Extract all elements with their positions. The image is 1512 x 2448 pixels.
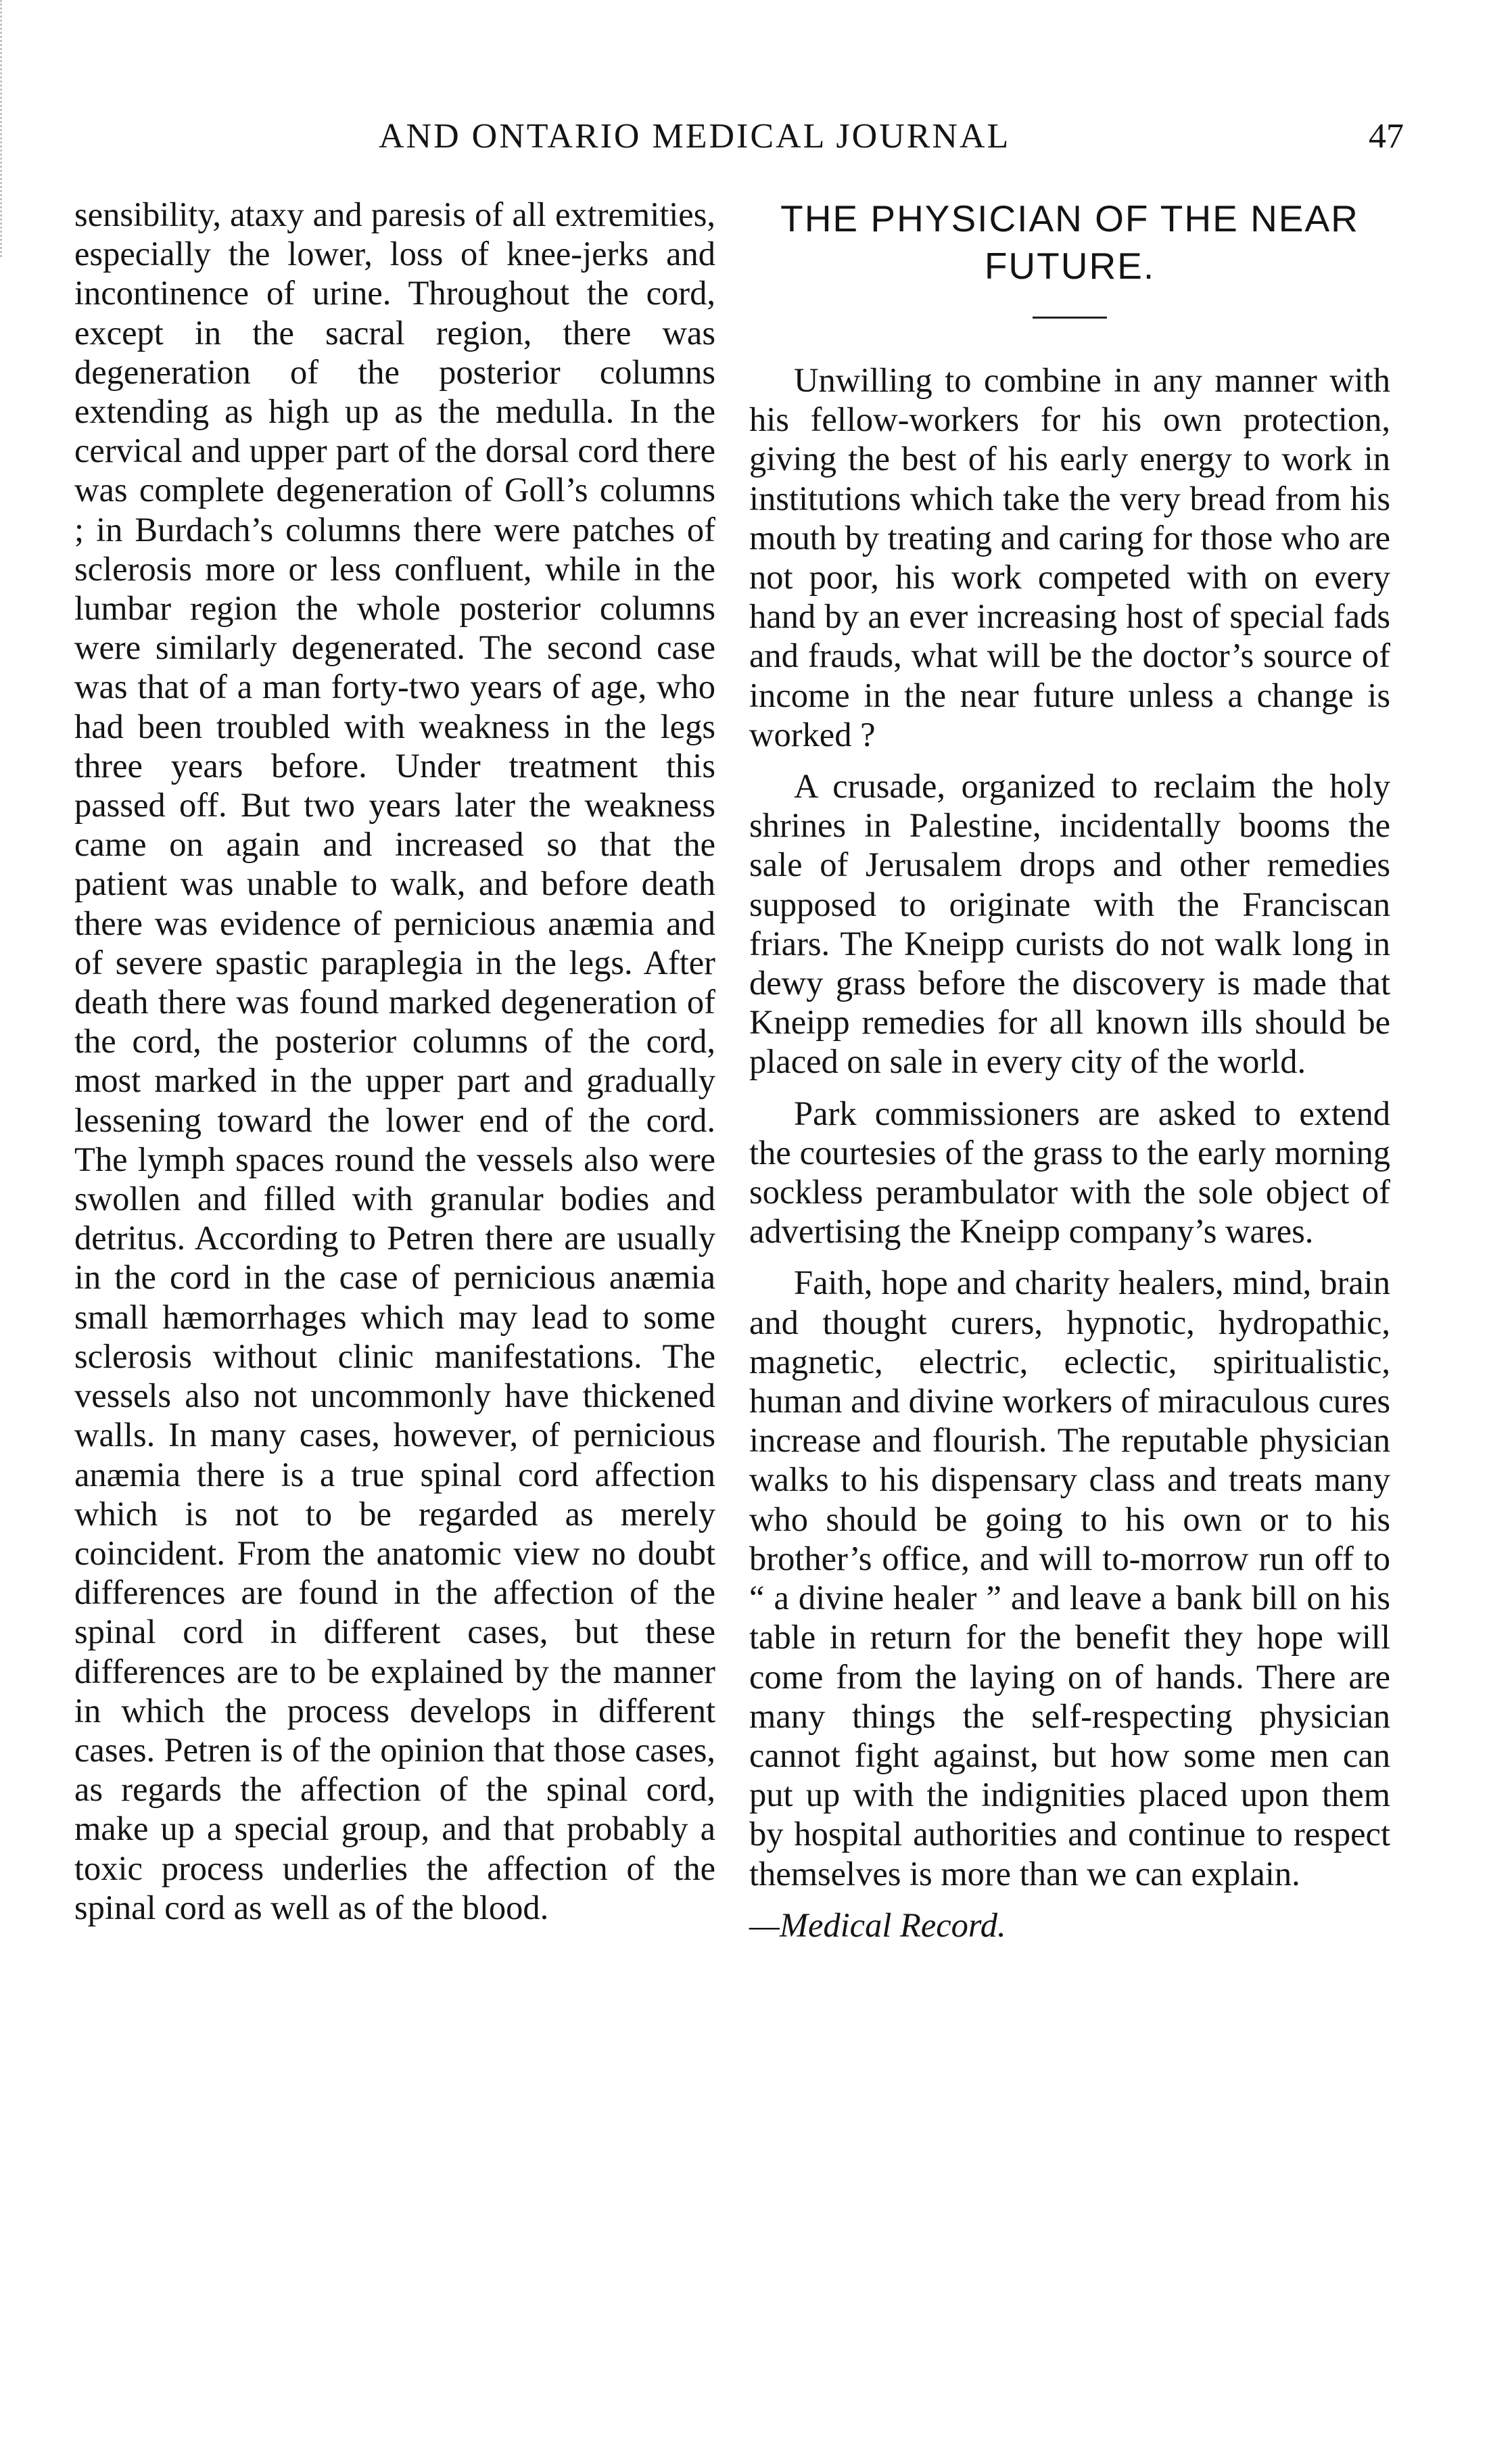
page-number: 47 xyxy=(1369,117,1404,156)
title-rule xyxy=(1033,317,1107,319)
left-column-text: sensibility, ataxy and paresis of all extremities, especially the lower, loss of knee-jerks and incontinence of urine. Throughout the cord, except in the sacral region, there was degeneration of the posterior columns extending as high up as the medulla. In the cervical and upper part of the dorsal cord there was complete degeneration of Goll’s columns ; in Burdach’s columns there were patches of sclerosis more or less confluent, while in the lumbar region the whole posterior columns were similarly degenerated. The second case was that of a man forty-two years of age, who had been troubled with weakness in the legs three years before. Under treatment this passed off. But two years later the weakness came on again and increased so that the patient was unable to walk, and before death there was evidence of pernicious anæmia and of severe spastic paraplegia in the legs. After death there was found marked degeneration of the cord, the posterior columns of the cord, most marked in the upper part and gradually lessening toward the lower end of the cord. The lymph spaces round the vessels also were swollen and filled with granular bodies and detritus. According to Petren there are usually in the cord in the case of pernicious anæmia small hæmorrhages which may lead to some sclerosis without clinic manifestations. The vessels also not uncommonly have thickened walls. In many cases, however, of pernicious anæmia there is a true spinal cord affection which is not to be regarded as merely coincident. From the anatomic view no doubt differences are found in the affection of the spinal cord in different cases, but these differences are to be explained by the manner in which the process develops in different cases. Petren is of the opinion that those cases, as regards the affection of the spinal cord, make up a special group, and that probably a toxic process underlies the affection of the spinal cord as well as of the blood. xyxy=(74,195,715,1926)
paragraph-4: Faith, hope and charity healers, mind, brain and thought curers, hypnotic, hydropathic, magnetic, electric, eclectic, spiritualistic, human and divine workers of miraculous cures increase and flourish. The reputable physician walks to his dispensary class and treats many who should be going to his own or to his brother’s office, and will to-morrow run off to “ a divine healer ” and leave a bank bill on his table in return for the benefit they hope will come from the laying on of hands. There are many things the self-respecting physician cannot fight against, but how some men can put up with the indignities placed upon them by hospital authorities and continue to respect themselves is more than we can explain. xyxy=(749,1264,1391,1893)
running-head: AND ONTARIO MEDICAL JOURNAL xyxy=(379,117,1011,156)
left-column xyxy=(74,195,715,1927)
page-header xyxy=(379,116,1404,168)
article-source: —Medical Record. xyxy=(749,1906,1006,1944)
paragraph-1: Unwilling to combine in any manner with his fellow-workers for his own protection, giving the best of his early energy to work in institutions which take the very bread from his mouth by treating and caring for those who are not poor, his work competed with on every hand by an ever increasing host of special fads and frauds, what will be the doctor’s source of income in the near future unless a change is worked ? xyxy=(749,361,1390,754)
right-column xyxy=(749,195,1390,1957)
article-title: THE PHYSICIAN OF THE NEAR FUTURE. xyxy=(780,198,1359,287)
paragraph-3: Park commissioners are asked to extend the courtesies of the grass to the early morning sockless perambulator with the sole object of advertising the Kneipp company’s wares. xyxy=(749,1094,1390,1251)
scan-edge-marks xyxy=(0,0,25,257)
paragraph-2: A crusade, organized to reclaim the holy shrines in Palestine, incidentally booms the sale of Jerusalem drops and other remedies supposed to originate with the Franciscan friars. The Kneipp curists do not walk long in dewy grass before the discovery is made that Kneipp remedies for all known ills should be placed on sale in every city of the world. xyxy=(749,767,1390,1081)
